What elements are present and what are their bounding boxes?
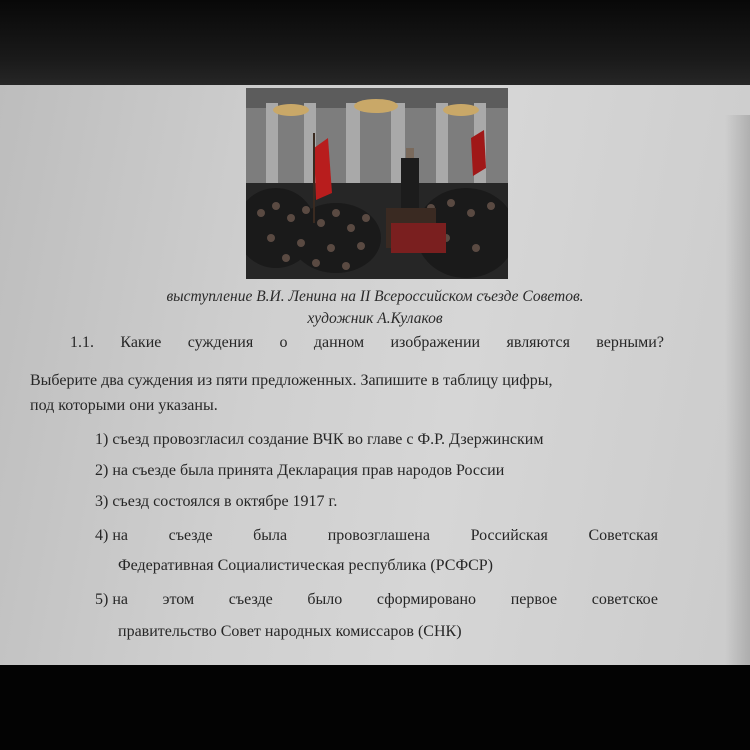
question-word: изображении — [390, 334, 481, 351]
option-2: 2) на съезде была принята Декларация прав народов России — [95, 462, 505, 479]
option-word: была — [253, 527, 288, 544]
option-5-line-1 — [95, 591, 658, 609]
question-word: верными? — [596, 334, 664, 351]
painting-image — [246, 88, 508, 279]
document-page — [0, 85, 750, 665]
caption-artist: художник А.Кулаков — [307, 310, 443, 327]
question-word: суждения — [187, 334, 254, 351]
question-line-1 — [70, 334, 664, 352]
option-word: 5) на — [95, 591, 128, 608]
option-word: съезде — [228, 591, 273, 608]
option-4-line-1 — [95, 527, 658, 545]
option-word: Российская — [470, 527, 548, 544]
option-word: первое — [510, 591, 558, 608]
question-line-3: под которыми они указаны. — [30, 397, 218, 414]
painting-scene — [246, 88, 508, 279]
option-1: 1) съезд провозгласил создание ВЧК во главе с Ф.Р. Дзержинским — [95, 431, 544, 448]
question-word: данном — [313, 334, 365, 351]
option-4-line-2: Федеративная Социалистическая республика (РСФСР) — [118, 557, 493, 574]
question-word: о — [279, 334, 288, 351]
option-word: провозглашена — [327, 527, 430, 544]
option-word: сформировано — [376, 591, 477, 608]
question-word: 1.1. — [70, 334, 94, 351]
option-word: этом — [162, 591, 195, 608]
option-3: 3) съезд состоялся в октябре 1917 г. — [95, 493, 338, 510]
photo-dark-bottom — [0, 665, 750, 750]
option-word: Советская — [588, 527, 658, 544]
option-word: было — [307, 591, 343, 608]
option-word: советское — [591, 591, 658, 608]
option-word: съезде — [168, 527, 213, 544]
screen-edge-shadow — [725, 115, 750, 665]
option-5-line-2: правительство Совет народных комиссаров (СНК) — [118, 623, 462, 640]
question-word: Какие — [120, 334, 162, 351]
photo-dark-top — [0, 0, 750, 85]
question-word: являются — [506, 334, 570, 351]
option-word: 4) на — [95, 527, 128, 544]
caption-title: выступление В.И. Ленина на II Всероссийском съезде Советов. — [166, 288, 584, 305]
question-line-2: Выберите два суждения из пяти предложенных. Запишите в таблицу цифры, — [30, 372, 553, 389]
